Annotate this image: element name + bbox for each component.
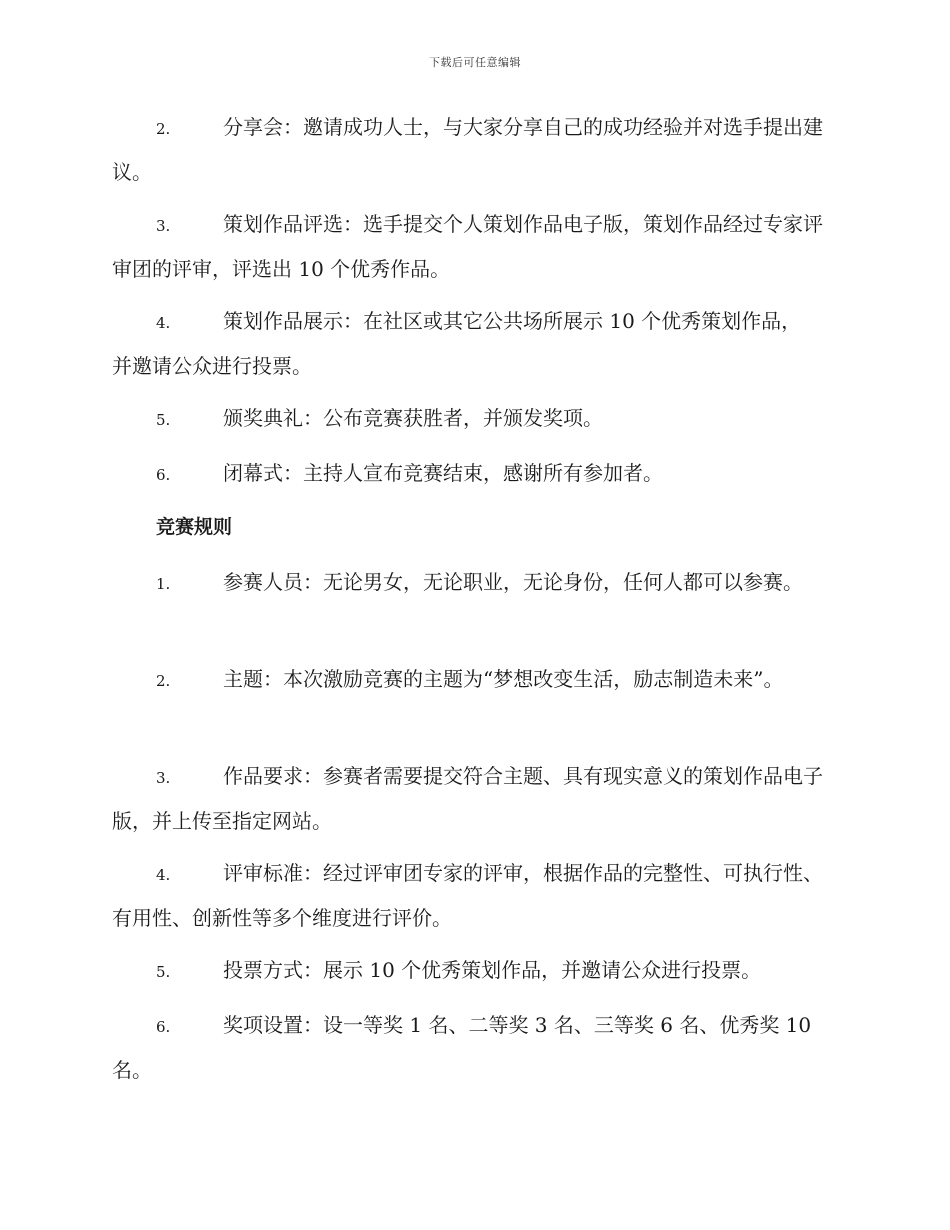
item-text: 评审标准：经过评审团专家的评审，根据作品的完整性、可执行性、有用性、创新性等多个维度进行评价。 (112, 861, 823, 930)
agenda-item (112, 106, 834, 194)
item-text: 策划作品展示：在社区或其它公共场所展示 10 个优秀策划作品，并邀请公众进行投票。 (112, 309, 802, 378)
item-number: 5. (156, 411, 171, 429)
rules-item (112, 852, 834, 940)
rules-item (112, 658, 792, 703)
item-text: 参赛人员：无论男女，无论职业，无论身份，任何人都可以参赛。 (223, 570, 803, 594)
rules-item (112, 1004, 834, 1092)
agenda-item (112, 397, 834, 442)
item-number: 6. (156, 466, 171, 484)
item-number: 3. (156, 217, 171, 235)
item-number: 3. (156, 769, 171, 787)
item-text: 闭幕式：主持人宣布竞赛结束，感谢所有参加者。 (223, 461, 663, 485)
item-text: 策划作品评选：选手提交个人策划作品电子版，策划作品经过专家评审团的评审，评选出 10 个优秀作品。 (112, 212, 823, 281)
section-heading-rules: 竞赛规则 (156, 516, 233, 538)
item-number: 4. (156, 866, 171, 884)
agenda-item (112, 203, 834, 291)
page-header: 下载后可任意编辑 (429, 56, 521, 69)
agenda-item (112, 452, 834, 497)
item-text: 颁奖典礼：公布竞赛获胜者，并颁发奖项。 (223, 406, 603, 430)
item-number: 1. (156, 575, 171, 593)
item-text: 分享会：邀请成功人士，与大家分享自己的成功经验并对选手提出建议。 (112, 115, 823, 184)
rules-item (112, 755, 834, 843)
item-number: 2. (156, 672, 171, 690)
rules-item (112, 561, 834, 606)
item-text: 作品要求：参赛者需要提交符合主题、具有现实意义的策划作品电子版，并上传至指定网站。 (112, 764, 823, 833)
rules-item (112, 949, 834, 994)
item-number: 4. (156, 314, 171, 332)
item-number: 2. (156, 120, 171, 138)
item-text: 主题：本次激励竞赛的主题为“梦想改变生活，励志制造未来”。 (223, 667, 784, 691)
item-number: 5. (156, 963, 171, 981)
item-text: 投票方式：展示 10 个优秀策划作品，并邀请公众进行投票。 (223, 958, 762, 982)
item-text: 奖项设置：设一等奖 1 名、二等奖 3 名、三等奖 6 名、优秀奖 10 名。 (112, 1013, 812, 1082)
item-number: 6. (156, 1018, 171, 1036)
agenda-item (112, 300, 812, 388)
